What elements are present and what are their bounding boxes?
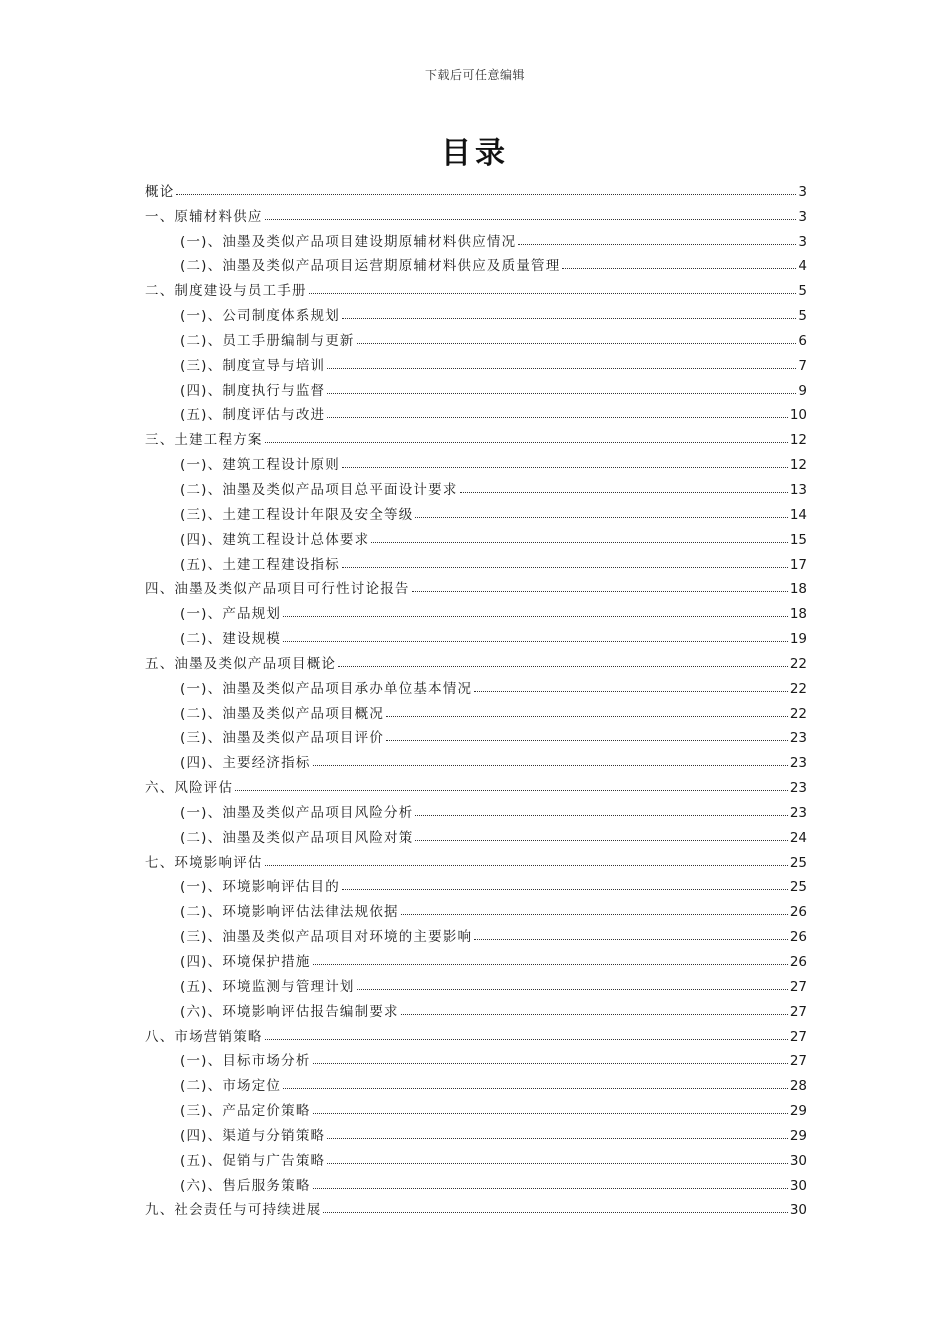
toc-entry[interactable]	[145, 895, 807, 920]
toc-entry[interactable]	[145, 920, 807, 945]
toc-entry[interactable]	[145, 175, 807, 200]
toc-entry[interactable]	[145, 945, 807, 970]
dot-leader	[313, 964, 788, 965]
toc-entry-label: (三)、土建工程设计年限及安全等级	[180, 506, 414, 523]
toc-entry-label: (二)、油墨及类似产品项目运营期原辅材料供应及质量管理	[180, 258, 561, 275]
toc-entry-page-number: 25	[789, 854, 807, 871]
toc-entry[interactable]	[145, 523, 807, 548]
toc-entry[interactable]	[145, 349, 807, 374]
toc-entry-page-number: 30	[789, 1202, 807, 1219]
toc-entry[interactable]	[145, 722, 807, 747]
toc-entry[interactable]	[145, 473, 807, 498]
dot-leader	[342, 318, 796, 319]
toc-entry-page-number: 23	[789, 780, 807, 797]
toc-entry[interactable]	[145, 250, 807, 275]
toc-entry[interactable]	[145, 672, 807, 697]
toc-entry[interactable]	[145, 622, 807, 647]
dot-leader	[265, 219, 797, 220]
toc-entry-page-number: 12	[789, 457, 807, 474]
toc-entry-label: (一)、油墨及类似产品项目建设期原辅材料供应情况	[180, 233, 517, 250]
dot-leader	[342, 889, 788, 890]
dot-leader	[357, 343, 797, 344]
dot-leader	[309, 293, 797, 294]
table-of-contents	[145, 175, 807, 1218]
toc-entry-label: (五)、土建工程建设指标	[180, 556, 340, 573]
page-header: 下载后可任意编辑	[424, 68, 525, 82]
dot-leader	[176, 194, 796, 195]
toc-entry-page-number: 6	[798, 332, 807, 349]
toc-entry-page-number: 22	[789, 655, 807, 672]
toc-entry-label: (二)、油墨及类似产品项目总平面设计要求	[180, 481, 458, 498]
toc-entry[interactable]	[145, 796, 807, 821]
toc-entry[interactable]	[145, 299, 807, 324]
toc-entry-label: (六)、环境影响评估报告编制要求	[180, 1003, 399, 1020]
toc-entry-label: (三)、制度宣导与培训	[180, 357, 326, 374]
dot-leader	[415, 517, 787, 518]
dot-leader	[518, 244, 796, 245]
toc-entry[interactable]	[145, 1020, 807, 1045]
dot-leader	[401, 914, 788, 915]
toc-entry-label: (四)、主要经济指标	[180, 755, 311, 772]
dot-leader	[562, 268, 796, 269]
toc-entry[interactable]	[145, 498, 807, 523]
toc-entry[interactable]	[145, 423, 807, 448]
toc-entry-page-number: 24	[789, 829, 807, 846]
toc-entry[interactable]	[145, 374, 807, 399]
toc-entry-page-number: 23	[789, 755, 807, 772]
toc-entry-page-number: 4	[798, 258, 807, 275]
toc-entry-page-number: 9	[798, 382, 807, 399]
toc-entry-page-number: 7	[798, 357, 807, 374]
toc-entry-page-number: 3	[798, 208, 807, 225]
dot-leader	[313, 765, 788, 766]
dot-leader	[357, 989, 788, 990]
toc-entry[interactable]	[145, 1119, 807, 1144]
dot-leader	[386, 740, 788, 741]
dot-leader	[265, 1039, 788, 1040]
dot-leader	[327, 393, 796, 394]
toc-entry-page-number: 5	[798, 283, 807, 300]
toc-entry-label: (二)、油墨及类似产品项目概况	[180, 705, 385, 722]
toc-entry-label: (四)、环境保护措施	[180, 954, 311, 970]
toc-entry-page-number: 15	[789, 531, 807, 548]
toc-entry-label: (三)、产品定价策略	[180, 1103, 311, 1120]
toc-entry[interactable]	[145, 1094, 807, 1119]
toc-entry-page-number: 25	[789, 879, 807, 896]
dot-leader	[323, 1212, 787, 1213]
dot-leader	[313, 1113, 788, 1114]
toc-entry-label: (一)、建筑工程设计原则	[180, 457, 340, 474]
dot-leader	[460, 492, 788, 493]
toc-entry-label: (三)、油墨及类似产品项目对环境的主要影响	[180, 929, 473, 946]
toc-entry-page-number: 22	[789, 680, 807, 697]
toc-entry-page-number: 27	[789, 1028, 807, 1045]
toc-entry-page-number: 27	[789, 1003, 807, 1020]
toc-entry-label: 六、风险评估	[145, 780, 234, 797]
toc-entry[interactable]	[145, 995, 807, 1020]
toc-entry-label: (四)、建筑工程设计总体要求	[180, 531, 370, 548]
page-title: 目录	[441, 136, 509, 171]
dot-leader	[235, 790, 788, 791]
toc-entry[interactable]	[145, 1045, 807, 1070]
dot-leader	[283, 1088, 788, 1089]
toc-entry-label: (三)、油墨及类似产品项目评价	[180, 730, 385, 747]
toc-entry-page-number: 22	[789, 705, 807, 722]
toc-entry-label: (五)、制度评估与改进	[180, 407, 326, 424]
toc-entry-page-number: 17	[789, 556, 807, 573]
toc-entry-page-number: 26	[789, 904, 807, 921]
dot-leader	[371, 542, 787, 543]
toc-entry-page-number: 26	[789, 929, 807, 946]
toc-entry-label: (四)、渠道与分销策略	[180, 1127, 326, 1144]
toc-entry-label: (一)、目标市场分析	[180, 1053, 311, 1070]
toc-entry-label: 四、油墨及类似产品项目可行性讨论报告	[145, 581, 410, 598]
toc-entry[interactable]	[145, 200, 807, 225]
toc-entry-page-number: 23	[789, 804, 807, 821]
toc-entry[interactable]	[145, 697, 807, 722]
toc-entry[interactable]	[145, 548, 807, 573]
toc-entry-page-number: 30	[789, 1152, 807, 1169]
toc-entry[interactable]	[145, 399, 807, 424]
toc-entry[interactable]	[145, 1144, 807, 1169]
toc-entry-page-number: 18	[789, 606, 807, 623]
toc-entry-label: (一)、产品规划	[180, 606, 282, 623]
toc-entry-label: (二)、建设规模	[180, 631, 282, 648]
dot-leader	[342, 567, 788, 568]
toc-entry-page-number: 13	[789, 481, 807, 498]
toc-entry-page-number: 5	[798, 308, 807, 325]
toc-entry-page-number: 18	[789, 581, 807, 598]
toc-entry-label: 七、环境影响评估	[145, 854, 263, 871]
toc-entry[interactable]	[145, 771, 807, 796]
toc-entry-page-number: 29	[789, 1127, 807, 1144]
toc-entry[interactable]	[145, 597, 807, 622]
dot-leader	[474, 691, 788, 692]
toc-entry-page-number: 23	[789, 730, 807, 747]
dot-leader	[265, 865, 788, 866]
toc-entry-label: 九、社会责任与可持续进展	[145, 1202, 322, 1219]
toc-entry[interactable]	[145, 846, 807, 871]
dot-leader	[415, 815, 787, 816]
toc-entry-label: 概论	[145, 183, 175, 200]
dot-leader	[265, 442, 788, 443]
toc-entry-page-number: 3	[798, 183, 807, 200]
toc-entry-label: (五)、环境监测与管理计划	[180, 978, 355, 995]
dot-leader	[415, 840, 787, 841]
dot-leader	[327, 417, 788, 418]
toc-entry-page-number: 10	[789, 407, 807, 424]
toc-entry[interactable]	[145, 871, 807, 896]
toc-entry-page-number: 3	[798, 233, 807, 250]
dot-leader	[342, 467, 788, 468]
toc-entry[interactable]	[145, 970, 807, 995]
toc-entry-label: (一)、油墨及类似产品项目风险分析	[180, 804, 414, 821]
toc-entry-page-number: 27	[789, 978, 807, 995]
toc-entry[interactable]	[145, 324, 807, 349]
toc-entry[interactable]	[145, 1169, 807, 1194]
toc-entry-label: (二)、员工手册编制与更新	[180, 332, 355, 349]
toc-entry[interactable]	[145, 225, 807, 250]
dot-leader	[412, 591, 788, 592]
toc-entry[interactable]	[145, 573, 807, 598]
toc-entry-page-number: 30	[789, 1177, 807, 1194]
toc-entry[interactable]	[145, 647, 807, 672]
toc-entry[interactable]	[145, 1194, 807, 1219]
toc-entry[interactable]	[145, 821, 807, 846]
toc-entry-label: (一)、油墨及类似产品项目承办单位基本情况	[180, 680, 473, 697]
toc-entry-label: 二、制度建设与员工手册	[145, 283, 307, 300]
toc-entry-page-number: 27	[789, 1053, 807, 1070]
toc-entry[interactable]	[145, 448, 807, 473]
toc-entry-label: (一)、公司制度体系规划	[180, 308, 340, 325]
toc-entry[interactable]	[145, 1069, 807, 1094]
toc-entry[interactable]	[145, 746, 807, 771]
toc-entry-label: (二)、油墨及类似产品项目风险对策	[180, 829, 414, 846]
toc-entry-page-number: 12	[789, 432, 807, 449]
toc-entry-page-number: 26	[789, 954, 807, 970]
dot-leader	[327, 1138, 788, 1139]
dot-leader	[313, 1063, 788, 1064]
toc-entry-label: (六)、售后服务策略	[180, 1177, 311, 1194]
dot-leader	[327, 1163, 788, 1164]
toc-entry-label: 一、原辅材料供应	[145, 208, 263, 225]
dot-leader	[283, 641, 788, 642]
dot-leader	[386, 716, 788, 717]
dot-leader	[401, 1014, 788, 1015]
toc-entry-label: 三、土建工程方案	[145, 432, 263, 449]
toc-entry-label: (二)、环境影响评估法律法规依据	[180, 904, 399, 921]
dot-leader	[338, 666, 788, 667]
toc-entry-page-number: 29	[789, 1103, 807, 1120]
dot-leader	[474, 939, 788, 940]
dot-leader	[283, 616, 788, 617]
toc-entry[interactable]	[145, 274, 807, 299]
toc-entry-label: (四)、制度执行与监督	[180, 382, 326, 399]
toc-entry-label: (五)、促销与广告策略	[180, 1152, 326, 1169]
toc-entry-label: 八、市场营销策略	[145, 1028, 263, 1045]
toc-entry-page-number: 14	[789, 506, 807, 523]
toc-entry-page-number: 28	[789, 1078, 807, 1095]
dot-leader	[327, 368, 796, 369]
dot-leader	[313, 1188, 788, 1189]
toc-entry-label: 五、油墨及类似产品项目概论	[145, 655, 337, 672]
toc-entry-page-number: 19	[789, 631, 807, 648]
toc-entry-label: (二)、市场定位	[180, 1078, 282, 1095]
toc-entry-label: (一)、环境影响评估目的	[180, 879, 340, 896]
